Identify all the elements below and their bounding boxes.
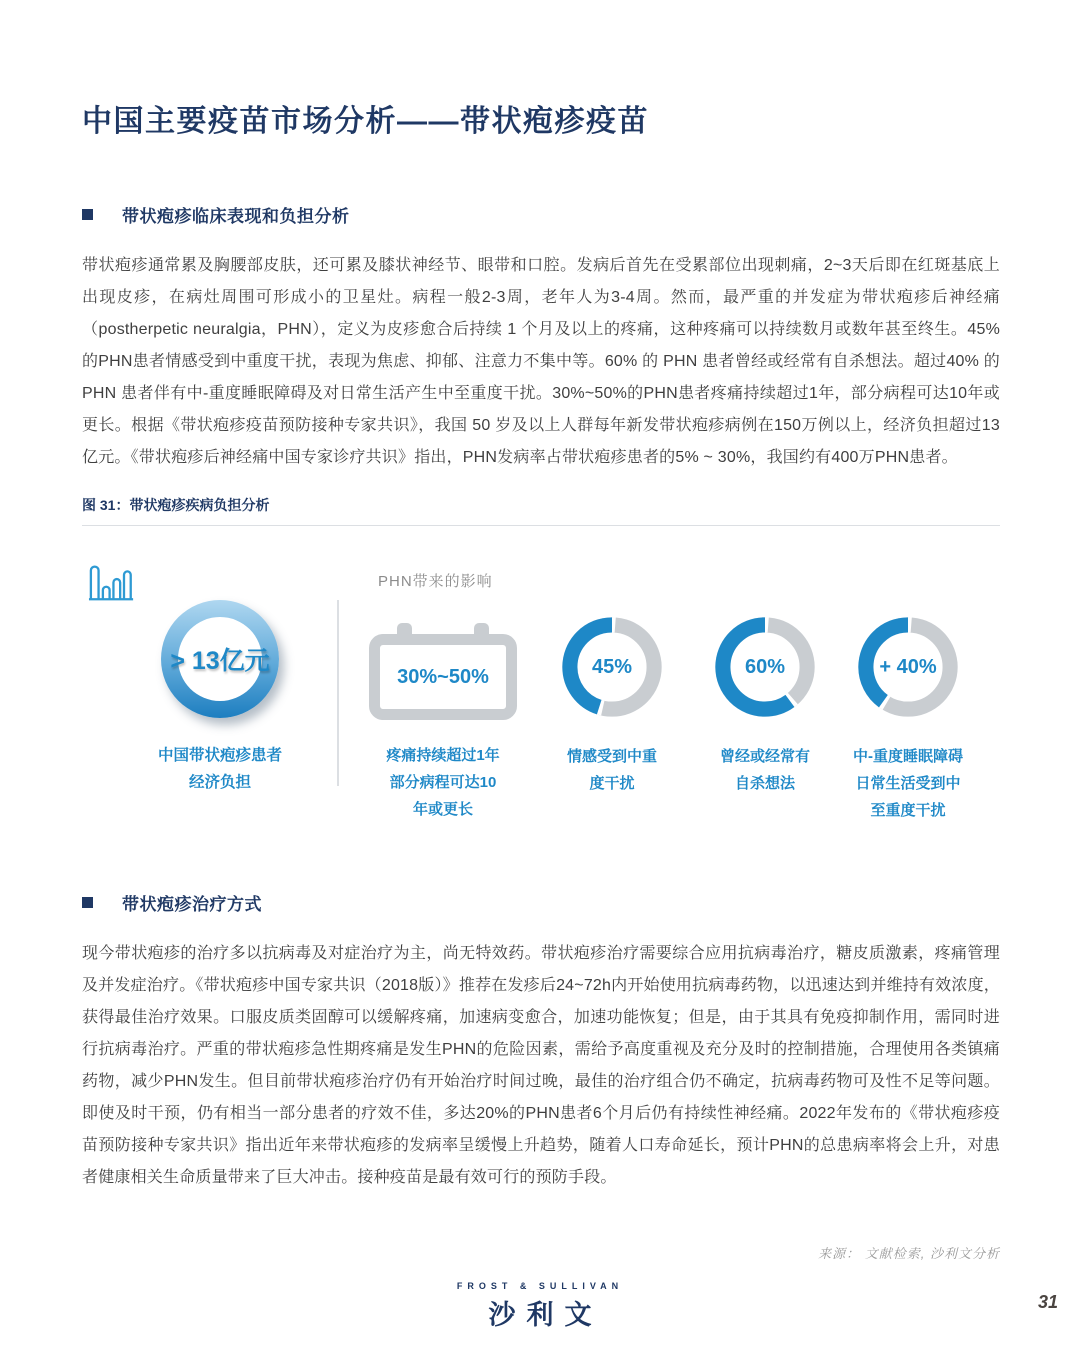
clinical-burden-paragraph: 带状疱疹通常累及胸腰部皮肤，还可累及膝状神经节、眼带和口腔。发病后首先在受累部位出现刺痛，2~3天后即在红斑基底上出现皮疹，在病灶周围可形成小的卫星灶。病程一般2-3周，老年人为3-4周。然而，最严重的并发症为带状疱疹后神经痛（postherpetic neuralgia，PHN），定义为皮疹愈合后持续 1 个月及以上的疼痛，这种疼痛可以持续数月或数年甚至终生。45%的PHN患者情感受到中重度干扰，表现为焦虑、抑郁、注意力不集中等。60% 的 PHN 患者曾经或经常有自杀想法。超过40% 的 PHN 患者伴有中-重度睡眠障碍及对日常生活产生中至重度干扰。30%~50%的PHN患者疼痛持续超过1年，部分病程可达10年或更长。根据《带状疱疹疫苗预防接种专家共识》，我国 50 岁及以上人群每年新发带状疱疹病例在150万例以上，经济负担超过13亿元。《带状疱疹后神经痛中国专家诊疗共识》指出，PHN发病率占带状疱疹患者的5% ~ 30%，我国约有400万PHN患者。 <box>82 257 1000 466</box>
stat-label-line: 年或更长 <box>412 801 473 818</box>
page-number: 31 <box>1037 1292 1058 1312</box>
stat-label-line: 中-重度睡眠障碍 <box>853 748 963 765</box>
frost-sullivan-logo <box>0 1281 1080 1332</box>
donut-chart-60 <box>711 613 819 721</box>
page-title: 中国主要疫苗市场分析——带状疱疹疫苗 <box>82 105 649 138</box>
vertical-divider <box>337 600 339 786</box>
square-bullet-icon <box>82 897 93 908</box>
ring-chart <box>161 600 279 718</box>
logo-wordmark-cn: 沙利文 <box>488 1300 603 1330</box>
logo-wordmark-en: FROST & SULLIVAN <box>456 1281 624 1291</box>
donut-value: + 40% <box>879 655 937 678</box>
suicidal-thoughts-label <box>690 743 840 797</box>
figure-disease-burden <box>82 526 1000 856</box>
stat-label-line: 中国带状疱疹患者 <box>157 747 282 764</box>
stat-label-line: 日常生活受到中 <box>855 775 961 792</box>
donut-chart-40 <box>854 613 962 721</box>
stat-label-line: 疼痛持续超过1年 <box>386 747 500 764</box>
stat-emotional-disturbance <box>537 613 687 797</box>
section-heading-treatment <box>82 890 1000 915</box>
bar-chart-icon <box>88 559 136 603</box>
stat-sleep-disorder <box>833 613 983 824</box>
treatment-paragraph: 现今带状疱疹的治疗多以抗病毒及对症治疗为主，尚无特效药。带状疱疹治疗需要综合应用抗病毒治疗，糖皮质激素，疼痛管理及并发症治疗。《带状疱疹中国专家共识（2018版）》推荐在发疹后24~72h内开始使用抗病毒药物，以迅速达到并维持有效浓度，获得最佳治疗效果。口服皮质类固醇可以缓解疼痛，加速病变愈合，加速功能恢复；但是，由于其具有免疫抑制作用，需同时进行抗病毒治疗。严重的带状疱疹急性期疼痛是发生PHN的危险因素，需给予高度重视及充分及时的控制措施，合理使用各类镇痛药物，减少PHN发生。但目前带状疱疹治疗仍有开始治疗时间过晚，最佳的治疗组合仍不确定，抗病毒药物可及性不足等问题。即使及时干预，仍有相当一部分患者的疗效不佳，多达20%的PHN患者6个月后仍有持续性神经痛。2022年发布的《带状疱疹疫苗预防接种专家共识》指出近年来带状疱疹的发病率呈缓慢上升趋势，随着人口寿命延长，预计PHN的总患病率将会上升，对患者健康相关生命质量带来了巨大冲击。接种疫苗是最有效可行的预防手段。 <box>82 945 1000 1186</box>
stat-label-line: 部分病程可达10 <box>389 774 497 791</box>
emotional-disturbance-label <box>537 743 687 797</box>
phn-impact-label: PHN带来的影响 <box>378 573 493 590</box>
donut-chart-45 <box>558 613 666 721</box>
stat-label-line: 经济负担 <box>188 774 251 791</box>
economic-burden-value: > 13亿元 <box>170 647 270 675</box>
section-heading-label: 带状疱疹临床表现和负担分析 <box>122 207 350 226</box>
source-note: 来源： 文献检索, 沙利文分析 <box>818 1246 1000 1261</box>
economic-burden-label <box>110 742 330 796</box>
stat-label-line: 至重度干扰 <box>870 802 946 819</box>
stat-label-line: 自杀想法 <box>734 775 795 792</box>
stat-economic-burden <box>110 600 330 796</box>
stat-label-line: 曾经或经常有 <box>719 748 810 765</box>
section-heading-label: 带状疱疹治疗方式 <box>122 895 262 914</box>
donut-value: 45% <box>591 655 633 678</box>
square-bullet-icon <box>82 209 93 220</box>
sleep-disorder-label <box>833 743 983 824</box>
stat-suicidal-thoughts <box>690 613 840 797</box>
stat-label-line: 情感受到中重 <box>566 748 657 765</box>
pain-duration-label <box>363 742 523 823</box>
calendar-icon <box>369 634 517 720</box>
donut-value: 60% <box>744 655 786 678</box>
section-heading-clinical-burden <box>82 202 1000 227</box>
stat-pain-duration <box>363 628 523 823</box>
figure-caption: 图 31：带状疱疹疾病负担分析 <box>82 497 270 513</box>
calendar-tab-icon <box>397 623 412 643</box>
calendar-tab-icon <box>474 623 489 643</box>
pain-duration-value: 30%~50% <box>397 665 489 688</box>
stat-label-line: 度干扰 <box>589 775 635 792</box>
